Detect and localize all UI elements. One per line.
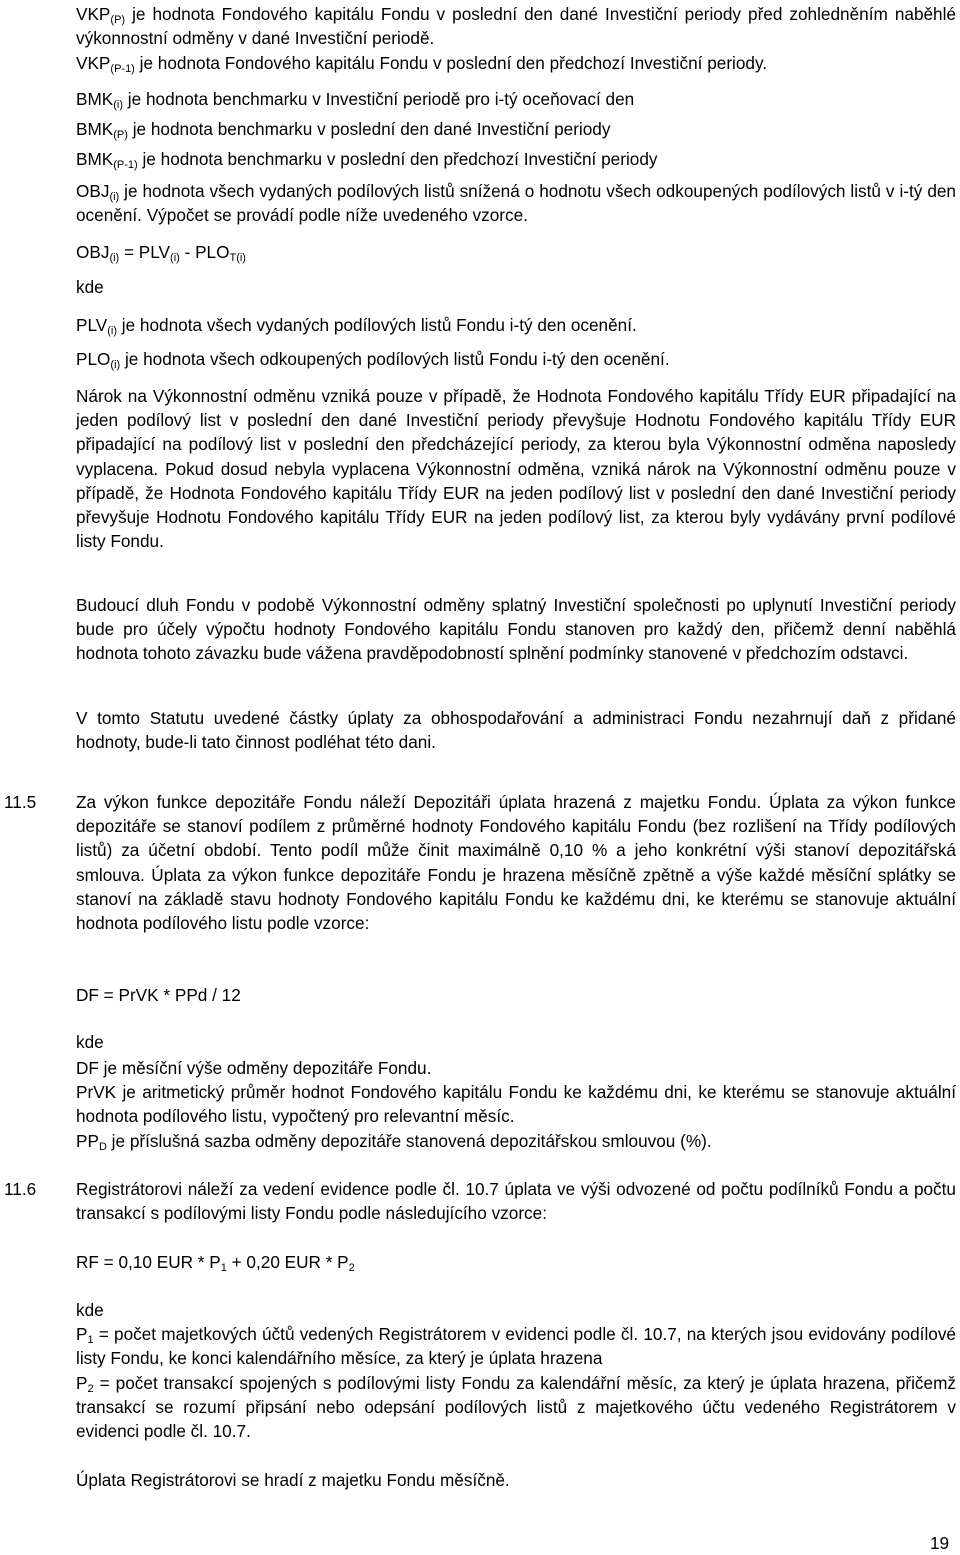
kde-label: kde: [76, 1032, 104, 1052]
definition-p1: $P_1$ = počet majetkových účtů vedených Registrátorem v evidenci podle čl. 10.7, na kterých jsou evidovány podílové listy Fondu, ke konci kalendářního měsíce, za který je úplata hrazena: [76, 1324, 956, 1369]
paragraph-dph: V tomto Statutu uvedené částky úplaty za obhospodařování a administraci Fondu nezahrnují daň z přidané hodnoty, bude-li tato činnost podléhat této dani.: [76, 708, 956, 753]
section-11-5-text: Za výkon funkce depozitáře Fondu náleží Depozitáři úplata hrazená z majetku Fondu. Úplata za výkon funkce depozitáře se stanoví podílem z průměrné hodnoty Fondového kapitálu Fondu (bez rozlišení na Třídy podílových listů) za účetní období. Tento podíl může činit maximálně 0,10 % a jeho konkrétní výši stanoví depozitářská smlouva. Úplata za výkon funkce depozitáře Fondu je hrazena měsíčně zpětně a výše každé měsíční splátky se stanoví na základě stavu hodnoty Fondového kapitálu Fondu ke každému dni, ke kterému se stanovuje aktuální hodnota podílového listu podle vzorce:: [76, 792, 956, 934]
section-number-11-6: 11.6: [4, 1179, 37, 1199]
closing-sentence: Úplata Registrátorovi se hradí z majetku Fondu měsíčně.: [76, 1470, 510, 1490]
definition-obj-i: $OBJ_{(i)}$ je hodnota všech vydaných podílových listů snížená o hodnotu všech odkoupených podílových listů v i-tý den ocenění. Výpočet se provádí podle níže uvedeného vzorce.: [76, 181, 956, 226]
formula-df: DF = PrVK * PPd / 12: [76, 985, 241, 1005]
definition-plo: $PLO_{(i)}$ je hodnota všech odkoupených podílových listů Fondu i-tý den ocenění.: [76, 349, 670, 371]
definition-plv: $PLV_{(i)}$ je hodnota všech vydaných podílových listů Fondu i-tý den ocenění.: [76, 315, 637, 337]
definition-prvk: PrVK je aritmetický průměr hodnot Fondového kapitálu Fondu ke každému dni, ke kterému se stanovuje aktuální hodnota podílového listu, vypočtený pro relevantní měsíc.: [76, 1082, 956, 1127]
page-number: 19: [930, 1533, 950, 1553]
definition-df: DF je měsíční výše odměny depozitáře Fondu.: [76, 1058, 432, 1078]
definition-vkp-p1: $VKP_{(P-1)}$ je hodnota Fondového kapitálu Fondu v poslední den předchozí Investiční periody.: [76, 53, 768, 75]
kde-label: kde: [76, 277, 104, 297]
definition-bmk-p: $BMK_{(P)}$ je hodnota benchmarku v poslední den dané Investiční periody: [76, 119, 611, 141]
definition-ppd: $PP_D$ je příslušná sazba odměny depozitáře stanovená depozitářskou smlouvou (%).: [76, 1131, 712, 1153]
section-11-6-text: Registrátorovi náleží za vedení evidence podle čl. 10.7 úplata ve výši odvozené od počtu podílníků Fondu a počtu transakcí s podílovými listy Fondu podle následujícího vzorce:: [76, 1179, 956, 1224]
definition-p2: $P_2$ = počet transakcí spojených s podílovými listy Fondu za kalendářní měsíc, za který je úplata hrazena, přičemž transakcí se rozumí připsání nebo odepsání podílových listů z majetkového účtu vedeného Registrátorem v evidenci podle čl. 10.7.: [76, 1373, 956, 1442]
kde-label: kde: [76, 1300, 104, 1320]
formula-rf: RF = 0,10 EUR * $P_1 + 0,20$ EUR * $P_2$: [76, 1252, 355, 1274]
definition-bmk-i: $BMK_{(i)}$ je hodnota benchmarku v Investiční periodě pro i-tý oceňovací den: [76, 89, 635, 111]
definition-vkp-p: $VKP_{(P)}$ je hodnota Fondového kapitálu Fondu v poslední den dané Investiční periody před zohledněním naběhlé výkonnostní odměny v dané Investiční periodě.: [76, 4, 956, 49]
paragraph-budouci-dluh: Budoucí dluh Fondu v podobě Výkonnostní odměny splatný Investiční společnosti po uplynutí Investiční periody bude pro účely výpočtu hodnoty Fondového kapitálu Fondu stanoven pro každý den, přičemž denní naběhlá hodnota tohoto závazku bude vážena pravděpodobností splnění podmínky stanovené v předchozím odstavci.: [76, 595, 956, 664]
definition-bmk-p1: $BMK_{(P-1)}$ je hodnota benchmarku v poslední den předchozí Investiční periody: [76, 149, 658, 171]
formula-obj: $OBJ_{(i)} = PLV_{(i)} - PLO_{T(i)}$: [76, 242, 246, 264]
section-number-11-5: 11.5: [4, 792, 37, 812]
paragraph-narok: Nárok na Výkonnostní odměnu vzniká pouze v případě, že Hodnota Fondového kapitálu Třídy EUR připadající na jeden podílový list v poslední den dané Investiční periody převyšuje Hodnotu Fondového kapitálu Třídy EUR připadající na podílový list v poslední den předcházející periody, za kterou byla Výkonnostní odměna naposledy vyplacena. Pokud dosud nebyla vyplacena Výkonnostní odměna, vzniká nárok na Výkonnostní odměnu pouze v případě, že Hodnota Fondového kapitálu Třídy EUR na jeden podílový list v poslední den dané Investiční periody převyšuje Hodnotu Fondového kapitálu Třídy EUR na jeden podílový list, za kterou byly vydávány první podílové listy Fondu.: [76, 386, 956, 552]
